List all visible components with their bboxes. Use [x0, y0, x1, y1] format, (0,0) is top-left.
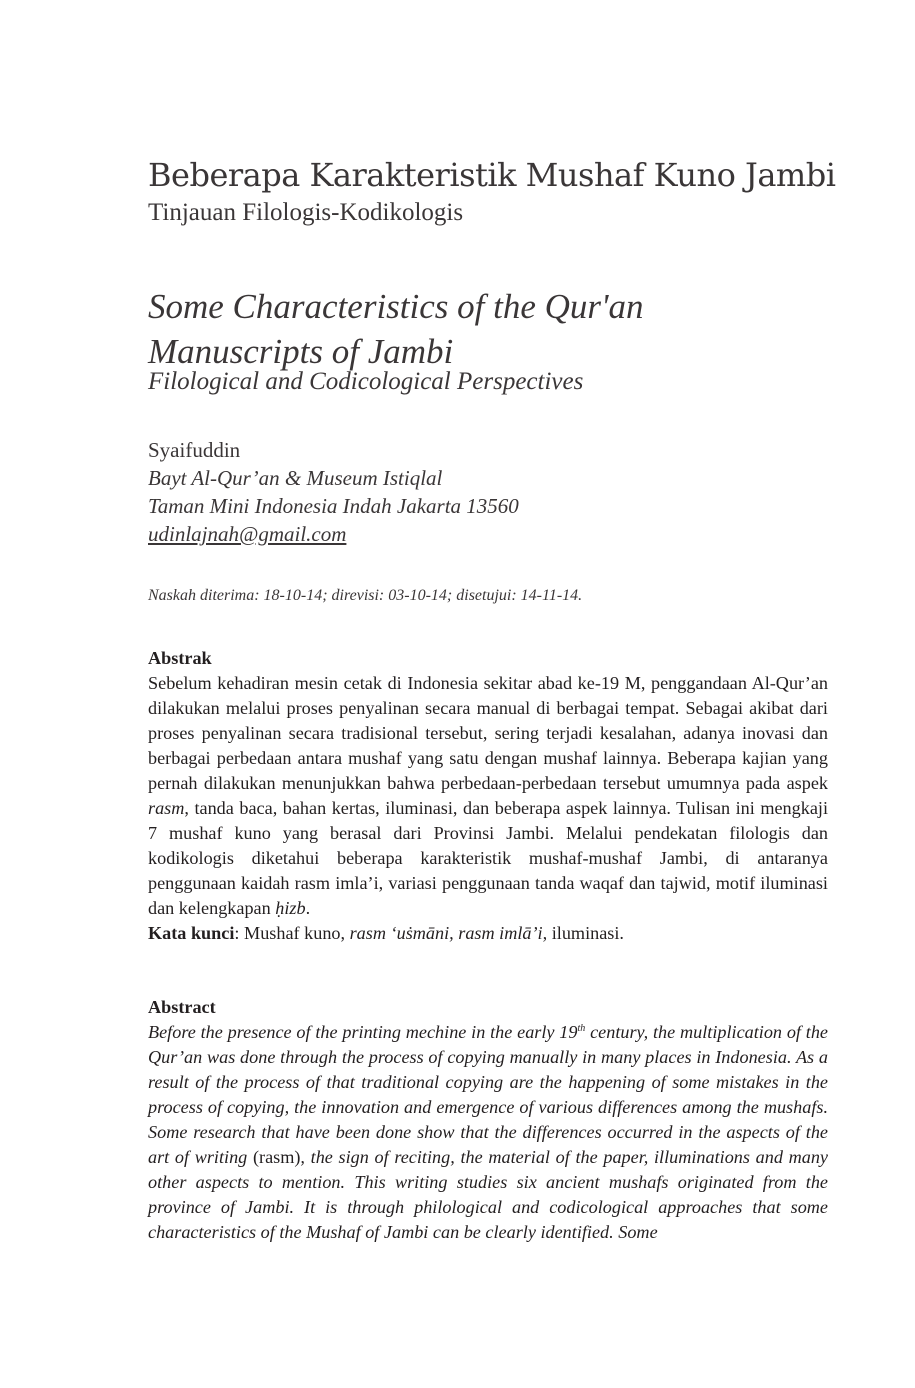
abstrak-term-rasm: rasm [148, 798, 185, 818]
abstrak-term-hizb: ḥizb [275, 898, 306, 918]
abstrak-text-part: , tanda baca, bahan kertas, iluminasi, dan beberapa aspek lainnya. Tulisan ini mengkaji 7 mushaf kuno yang berasal dari Provinsi Jambi. Melalui pendekatan filologis dan kodikologis diketahui beberapa karakteristik mushaf-mushaf Jambi, di antaranya penggunaan kaidah rasm imla’i, variasi penggunaan tanda waqaf dan tajwid, motif iluminasi dan kelengkapan [148, 798, 828, 918]
abstrak-text-part: . [305, 898, 311, 918]
abstract-superscript: th [577, 1022, 586, 1034]
author-address: Taman Mini Indonesia Indah Jakarta 13560 [148, 494, 519, 518]
author-block [148, 436, 519, 548]
keywords-text: iluminasi. [547, 923, 624, 943]
author-email-link[interactable]: udinlajnah@gmail.com [148, 522, 347, 546]
keywords-text: : Mushaf kuno, [234, 923, 350, 943]
abstract-text-part: , the sign of reciting, the material of the paper, illuminations and many other aspects to mention. This writing studies six ancient mushafs originated from the province of Jambi. It is through philological and codicological approaches that some characteristics of the Mushaf of Jambi can be clearly identified. Some [148, 1147, 828, 1242]
abstract-heading: Abstract [148, 997, 216, 1017]
abstrak-heading: Abstrak [148, 648, 212, 668]
abstrak-body [148, 671, 828, 921]
abstrak-keywords [148, 921, 828, 946]
keywords-label: Kata kunci [148, 923, 235, 943]
abstrak-text-part: Sebelum kehadiran mesin cetak di Indonesia sekitar abad ke-19 M, penggandaan Al-Qur’an dilakukan melalui proses penyalinan secara manual di berbagai tempat. Sebagai akibat dari proses penyalinan secara tradisional tersebut, sering terjadi kesalahan, adanya inovasi dan berbagai perbedaan antara mushaf yang satu dengan mushaf lainnya. Beberapa kajian yang pernah dilakukan menunjukkan bahwa perbedaan-perbedaan tersebut umumnya pada aspek [148, 673, 828, 793]
article-title-english: Some Characteristics of the Qur'an Manuscripts of Jambi [148, 287, 644, 371]
abstract-term-rasm: (rasm) [252, 1147, 301, 1167]
abstract-body [148, 1020, 828, 1245]
abstract-section [148, 995, 828, 1245]
author-name: Syaifuddin [148, 438, 241, 462]
author-affiliation: Bayt Al-Qur’an & Museum Istiqlal [148, 466, 443, 490]
article-subtitle-indonesian: Tinjauan Filologis-Kodikologis [148, 199, 464, 226]
abstrak-section [148, 646, 828, 946]
submission-dates: Naskah diterima: 18-10-14; direvisi: 03-10-14; disetujui: 14-11-14. [148, 587, 583, 604]
article-subtitle-english: Filological and Codicological Perspectives [148, 368, 584, 395]
keywords-italic-terms: rasm ‘uṡmāni, rasm imlā’i, [349, 923, 548, 943]
abstract-text-part: Before the presence of the printing mechine in the early 19 [148, 1022, 578, 1042]
article-title-indonesian: Beberapa Karakteristik Mushaf Kuno Jambi [148, 156, 836, 194]
abstract-text-part: century, the multiplication of the Qur’an was done through the process of copying manually in many places in Indonesia. As a result of the process of that traditional copying are the happening of some mistakes in the process of copying, the innovation and emergence of various differences among the mushafs. Some research that have been done show that the differences occurred in the aspects of the art of writing [148, 1022, 828, 1167]
